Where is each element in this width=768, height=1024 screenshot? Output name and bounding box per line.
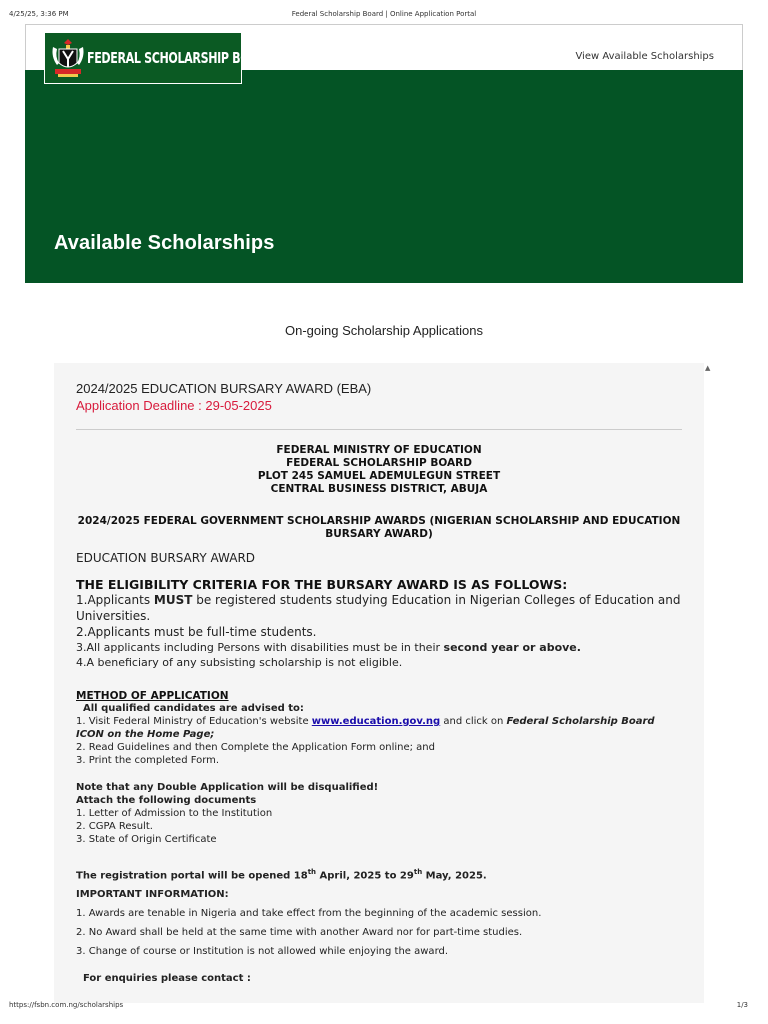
method-step	[76, 715, 682, 741]
ministry-address	[76, 444, 682, 496]
print-url: https://fsbn.com.ng/scholarships	[9, 1001, 124, 1009]
method-step: 3. Print the completed Form.	[76, 755, 220, 766]
portal-text: May, 2025.	[422, 870, 487, 882]
criteria-item	[76, 592, 682, 624]
portal-dates	[76, 866, 682, 882]
top-navbar	[25, 24, 743, 70]
document-item: 1. Letter of Admission to the Institution	[76, 808, 273, 819]
site-container	[25, 24, 743, 283]
attach-heading: Attach the following documents	[76, 795, 257, 806]
logo-text: FEDERAL SCHOLARSHIP BOARD	[87, 49, 275, 67]
method-heading: METHOD OF APPLICATION	[76, 690, 229, 702]
portal-sup: th	[413, 868, 423, 876]
enquiries-heading: For enquiries please contact :	[83, 973, 251, 985]
method-text: 1. Visit Federal Ministry of Education's website	[76, 716, 312, 727]
criteria-item	[76, 640, 682, 655]
criteria-item: 4.A beneficiary of any subsisting scholarship is not eligible.	[76, 656, 403, 669]
divider	[76, 429, 682, 430]
method-emphasis: Federal Scholarship Board ICON on the Home Page;	[76, 716, 655, 740]
ministry-line: PLOT 245 SAMUEL ADEMULEGUN STREET	[257, 470, 501, 482]
document-item: 3. State of Origin Certificate	[76, 834, 217, 845]
hero-title: Available Scholarships	[54, 232, 275, 254]
award-title[interactable]: 2024/2025 EDUCATION BURSARY AWARD (EBA)	[76, 381, 372, 396]
criteria-text: 1.Applicants	[76, 593, 154, 607]
criteria-heading: THE ELIGIBILITY CRITERIA FOR THE BURSARY AWARD IS AS FOLLOWS:	[76, 577, 568, 592]
ministry-line: FEDERAL SCHOLARSHIP BOARD	[286, 457, 472, 469]
method-step: 2. Read Guidelines and then Complete the Application Form online; and	[76, 742, 435, 753]
view-available-scholarships-link[interactable]: View Available Scholarships	[575, 51, 714, 62]
scroll-up-arrow-icon[interactable]: ▲	[705, 364, 711, 372]
important-item: 1. Awards are tenable in Nigeria and take effect from the beginning of the academic session.	[76, 908, 542, 920]
important-heading: IMPORTANT INFORMATION:	[76, 889, 229, 901]
fsb-logo[interactable]	[44, 32, 275, 84]
important-item: 2. No Award shall be held at the same time with another Award nor for part-time studies.	[76, 927, 523, 939]
criteria-emphasis: second year or above.	[443, 641, 581, 654]
application-deadline: Application Deadline : 29-05-2025	[76, 398, 272, 413]
portal-text: The registration portal will be opened 18	[76, 870, 308, 882]
coat-of-arms-icon	[49, 36, 87, 80]
scholarship-card-content	[76, 381, 682, 985]
print-timestamp: 4/25/25, 3:36 PM	[9, 10, 69, 18]
ministry-line: CENTRAL BUSINESS DISTRICT, ABUJA	[270, 483, 488, 495]
method-text: and click on	[440, 716, 507, 727]
ministry-line: FEDERAL MINISTRY OF EDUCATION	[276, 444, 482, 456]
print-page-number: 1/3	[736, 1001, 748, 1009]
important-item: 3. Change of course or Institution is not allowed while enjoying the award.	[76, 946, 449, 958]
double-application-note: Note that any Double Application will be disqualified!	[76, 782, 379, 793]
bursary-label: EDUCATION BURSARY AWARD	[76, 551, 256, 565]
print-page-title: Federal Scholarship Board | Online Application Portal	[291, 10, 477, 18]
hero-banner	[25, 70, 743, 283]
education-website-link[interactable]: www.education.gov.ng	[311, 716, 441, 727]
portal-text: April, 2025 to 29	[316, 870, 414, 882]
criteria-emphasis: MUST	[153, 593, 193, 607]
portal-sup: th	[307, 868, 317, 876]
method-advised: All qualified candidates are advised to:	[83, 703, 304, 714]
document-item: 2. CGPA Result.	[76, 821, 153, 832]
section-title: On-going Scholarship Applications	[284, 323, 483, 338]
criteria-text: 3.All applicants including Persons with disabilities must be in their	[76, 641, 444, 654]
criteria-item: 2.Applicants must be full-time students.	[76, 625, 317, 639]
criteria-text: be registered students studying Education in Nigerian Colleges of Education and Universities.	[76, 593, 681, 623]
scholarship-card	[54, 363, 704, 1003]
awards-heading: 2024/2025 FEDERAL GOVERNMENT SCHOLARSHIP AWARDS (NIGERIAN SCHOLARSHIP AND EDUCATION BURSARY AWARD)	[77, 515, 681, 540]
